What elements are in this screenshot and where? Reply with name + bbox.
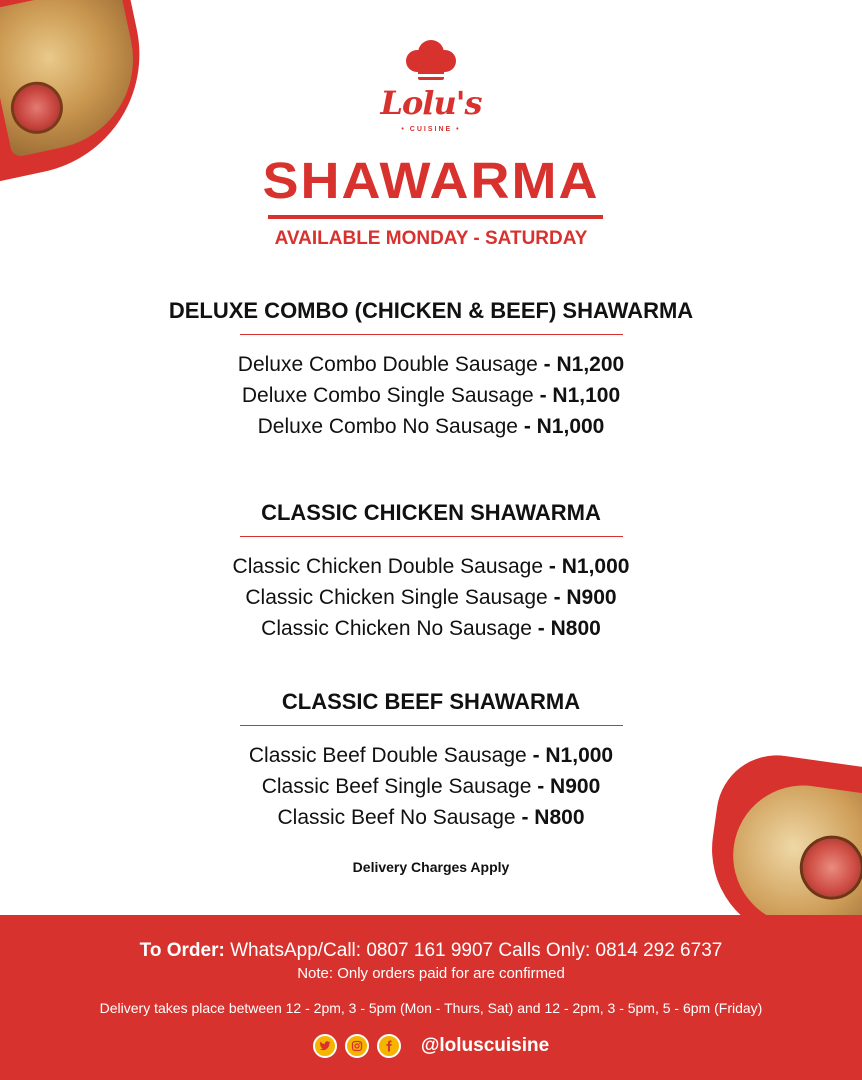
order-contact-line [0,940,862,962]
item-price: - N1,000 [523,415,605,438]
item-price: - N1,200 [543,353,625,376]
section-divider [240,725,623,726]
menu-item [0,380,862,411]
brand-subtitle: • CUISINE • [401,126,461,133]
menu-item [0,411,862,442]
item-name: Classic Chicken No Sausage [261,617,532,640]
delivery-charges-note: Delivery Charges Apply [352,859,510,875]
item-name: Deluxe Combo Single Sausage [241,384,534,407]
item-price: - N800 [521,806,585,829]
section-heading: CLASSIC CHICKEN SHAWARMA [261,500,601,525]
payment-confirmation-note: Note: Only orders paid for are confirmed [297,965,565,982]
menu-section-classic-beef [0,689,862,833]
menu-item [0,582,862,613]
brand-logo [0,40,862,133]
chef-hat-icon [406,40,456,86]
social-handle[interactable]: @loluscuisine [420,1035,550,1056]
item-price: - N900 [553,586,617,609]
instagram-icon[interactable] [345,1034,369,1058]
item-price: - N1,000 [532,744,614,767]
page-title: SHAWARMA [262,152,600,210]
section-heading: CLASSIC BEEF SHAWARMA [281,689,581,714]
item-name: Deluxe Combo No Sausage [257,415,518,438]
menu-item [0,613,862,644]
menu-item [0,349,862,380]
item-name: Deluxe Combo Double Sausage [237,353,538,376]
menu-item [0,802,862,833]
item-name: Classic Chicken Double Sausage [232,555,544,578]
item-name: Classic Beef No Sausage [277,806,516,829]
footer [0,915,862,1080]
menu-section-classic-chicken [0,500,862,644]
delivery-times: Delivery takes place between 12 - 2pm, 3 - 5pm (Mon - Thurs, Sat) and 12 - 2pm, 3 - 5pm, 5 - 6pm (Friday) [99,1000,763,1016]
title-divider [268,215,603,219]
item-name: Classic Beef Double Sausage [248,744,527,767]
section-divider [240,536,623,537]
item-price: - N1,100 [539,384,621,407]
menu-item [0,740,862,771]
item-price: - N1,000 [548,555,630,578]
facebook-icon[interactable] [377,1034,401,1058]
section-heading: DELUXE COMBO (CHICKEN & BEEF) SHAWARMA [168,298,694,323]
brand-name: Lolu's [380,84,482,122]
menu-item [0,771,862,802]
order-contacts: WhatsApp/Call: 0807 161 9907 Calls Only: 0814 292 6737 [230,940,723,961]
item-price: - N800 [537,617,601,640]
menu-section-deluxe-combo [0,298,862,442]
item-price: - N900 [537,775,601,798]
social-links [0,1034,862,1058]
order-label: To Order: [139,940,225,961]
section-divider [240,334,623,335]
item-name: Classic Chicken Single Sausage [245,586,548,609]
availability-text: AVAILABLE MONDAY - SATURDAY [274,228,588,249]
twitter-icon[interactable] [313,1034,337,1058]
menu-item [0,551,862,582]
item-name: Classic Beef Single Sausage [261,775,532,798]
